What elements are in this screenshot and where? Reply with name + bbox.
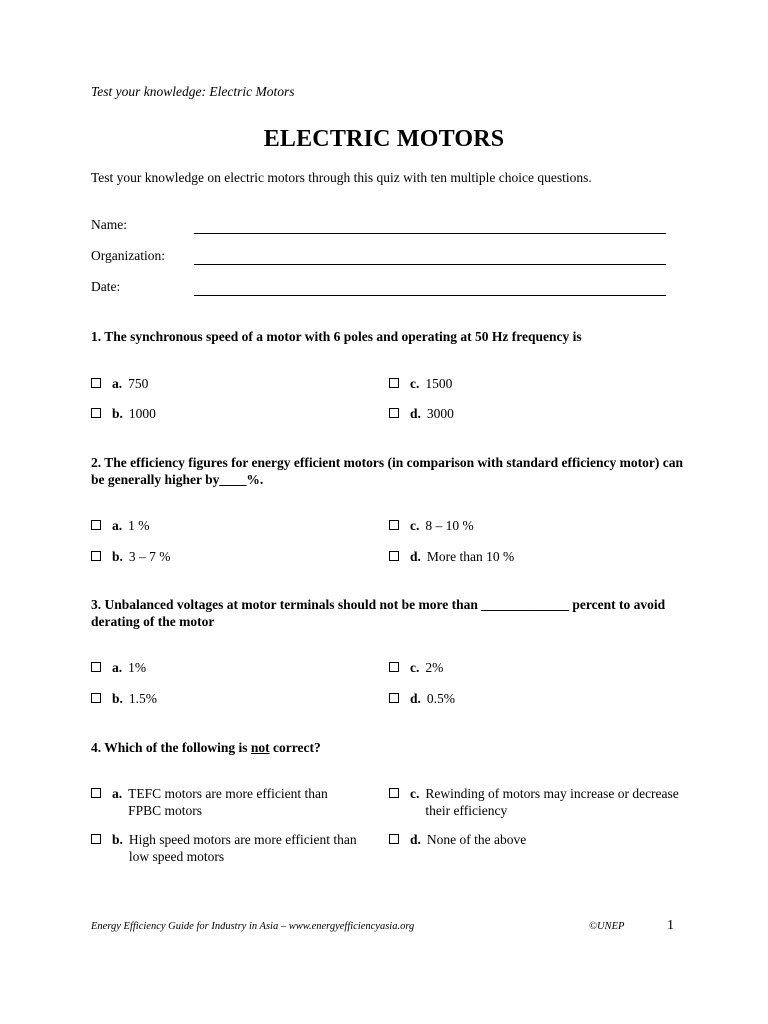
option-text: 1000 (128, 406, 156, 421)
option-text: 8 – 10 % (425, 518, 474, 533)
option-text: 750 (128, 376, 149, 391)
question-1-option-d[interactable] (389, 405, 679, 422)
question-3-option-d[interactable] (389, 690, 679, 707)
date-label: Date: (91, 279, 121, 294)
option-text: 0.5% (426, 691, 456, 706)
question-3-option-b[interactable] (91, 690, 371, 707)
checkbox-icon[interactable] (91, 834, 101, 844)
option-text: 1500 (425, 376, 453, 391)
option-letter: c. (410, 518, 420, 533)
question-2-option-b[interactable] (91, 548, 371, 565)
intro-text: Test your knowledge on electric motors through this quiz with ten multiple choice questions. (91, 170, 592, 185)
organization-label: Organization: (91, 248, 165, 263)
date-field[interactable] (194, 295, 666, 296)
checkbox-icon[interactable] (91, 693, 101, 703)
checkbox-icon[interactable] (389, 520, 399, 530)
checkbox-icon[interactable] (389, 788, 399, 798)
question-2-option-a[interactable] (91, 517, 371, 534)
question-1-text: 1. The synchronous speed of a motor with 6 poles and operating at 50 Hz frequency is (91, 329, 582, 344)
question-1-option-a[interactable] (91, 375, 371, 392)
option-text: 1.5% (128, 691, 158, 706)
question-4-text-after: correct? (269, 740, 321, 755)
checkbox-icon[interactable] (389, 408, 399, 418)
option-text: 2% (425, 660, 444, 675)
option-letter: c. (410, 660, 420, 675)
checkbox-icon[interactable] (389, 693, 399, 703)
footer-source: Energy Efficiency Guide for Industry in Asia – www.energyefficiencyasia.org (91, 921, 415, 932)
checkbox-icon[interactable] (91, 551, 101, 561)
question-3-option-a[interactable] (91, 659, 371, 676)
option-text: 3000 (426, 406, 454, 421)
question-1-option-b[interactable] (91, 405, 371, 422)
checkbox-icon[interactable] (91, 378, 101, 388)
option-text: 3 – 7 % (128, 549, 171, 564)
option-letter: d. (410, 406, 421, 421)
checkbox-icon[interactable] (389, 662, 399, 672)
question-2-text: 2. The efficiency figures for energy efficient motors (in comparison with standard efficiency motor) can be generally higher by____%. (91, 455, 684, 487)
option-text: Rewinding of motors may increase or decrease their efficiency (425, 786, 679, 818)
question-3-text: 3. Unbalanced voltages at motor terminals should not be more than _____________ percent to avoid derating of the motor (91, 597, 666, 629)
question-4-option-d[interactable] (389, 831, 679, 848)
option-text: TEFC motors are more efficient than FPBC motors (128, 786, 328, 818)
option-text: None of the above (426, 832, 527, 847)
question-4-option-b[interactable] (91, 831, 371, 865)
checkbox-icon[interactable] (91, 408, 101, 418)
question-3-option-c[interactable] (389, 659, 679, 676)
option-letter: a. (112, 786, 123, 801)
option-letter: d. (410, 832, 421, 847)
option-text: 1 % (128, 518, 150, 533)
option-letter: c. (410, 376, 420, 391)
page-number: 1 (667, 918, 674, 933)
question-4-option-c[interactable] (389, 785, 679, 819)
checkbox-icon[interactable] (389, 378, 399, 388)
option-letter: b. (112, 832, 123, 847)
question-4-text-before: 4. Which of the following is (91, 740, 251, 755)
option-letter: d. (410, 691, 421, 706)
running-header: Test your knowledge: Electric Motors (91, 84, 295, 99)
name-field[interactable] (194, 233, 666, 234)
checkbox-icon[interactable] (389, 551, 399, 561)
footer-copyright: ©UNEP (589, 921, 625, 932)
option-letter: b. (112, 406, 123, 421)
option-text: High speed motors are more efficient than low speed motors (128, 832, 357, 864)
question-1-option-c[interactable] (389, 375, 679, 392)
option-letter: c. (410, 786, 420, 801)
option-letter: a. (112, 660, 123, 675)
question-2-option-d[interactable] (389, 548, 679, 565)
option-letter: d. (410, 549, 421, 564)
option-letter: b. (112, 691, 123, 706)
question-4-emphasis: not (250, 740, 270, 755)
page-title: ELECTRIC MOTORS (263, 126, 505, 152)
checkbox-icon[interactable] (91, 788, 101, 798)
option-letter: b. (112, 549, 123, 564)
checkbox-icon[interactable] (389, 834, 399, 844)
option-letter: a. (112, 376, 123, 391)
checkbox-icon[interactable] (91, 520, 101, 530)
checkbox-icon[interactable] (91, 662, 101, 672)
question-4-text (91, 739, 691, 756)
option-text: 1% (128, 660, 147, 675)
option-letter: a. (112, 518, 123, 533)
question-2-option-c[interactable] (389, 517, 679, 534)
question-4-option-a[interactable] (91, 785, 371, 819)
organization-field[interactable] (194, 264, 666, 265)
option-text: More than 10 % (426, 549, 515, 564)
name-label: Name: (91, 217, 127, 232)
